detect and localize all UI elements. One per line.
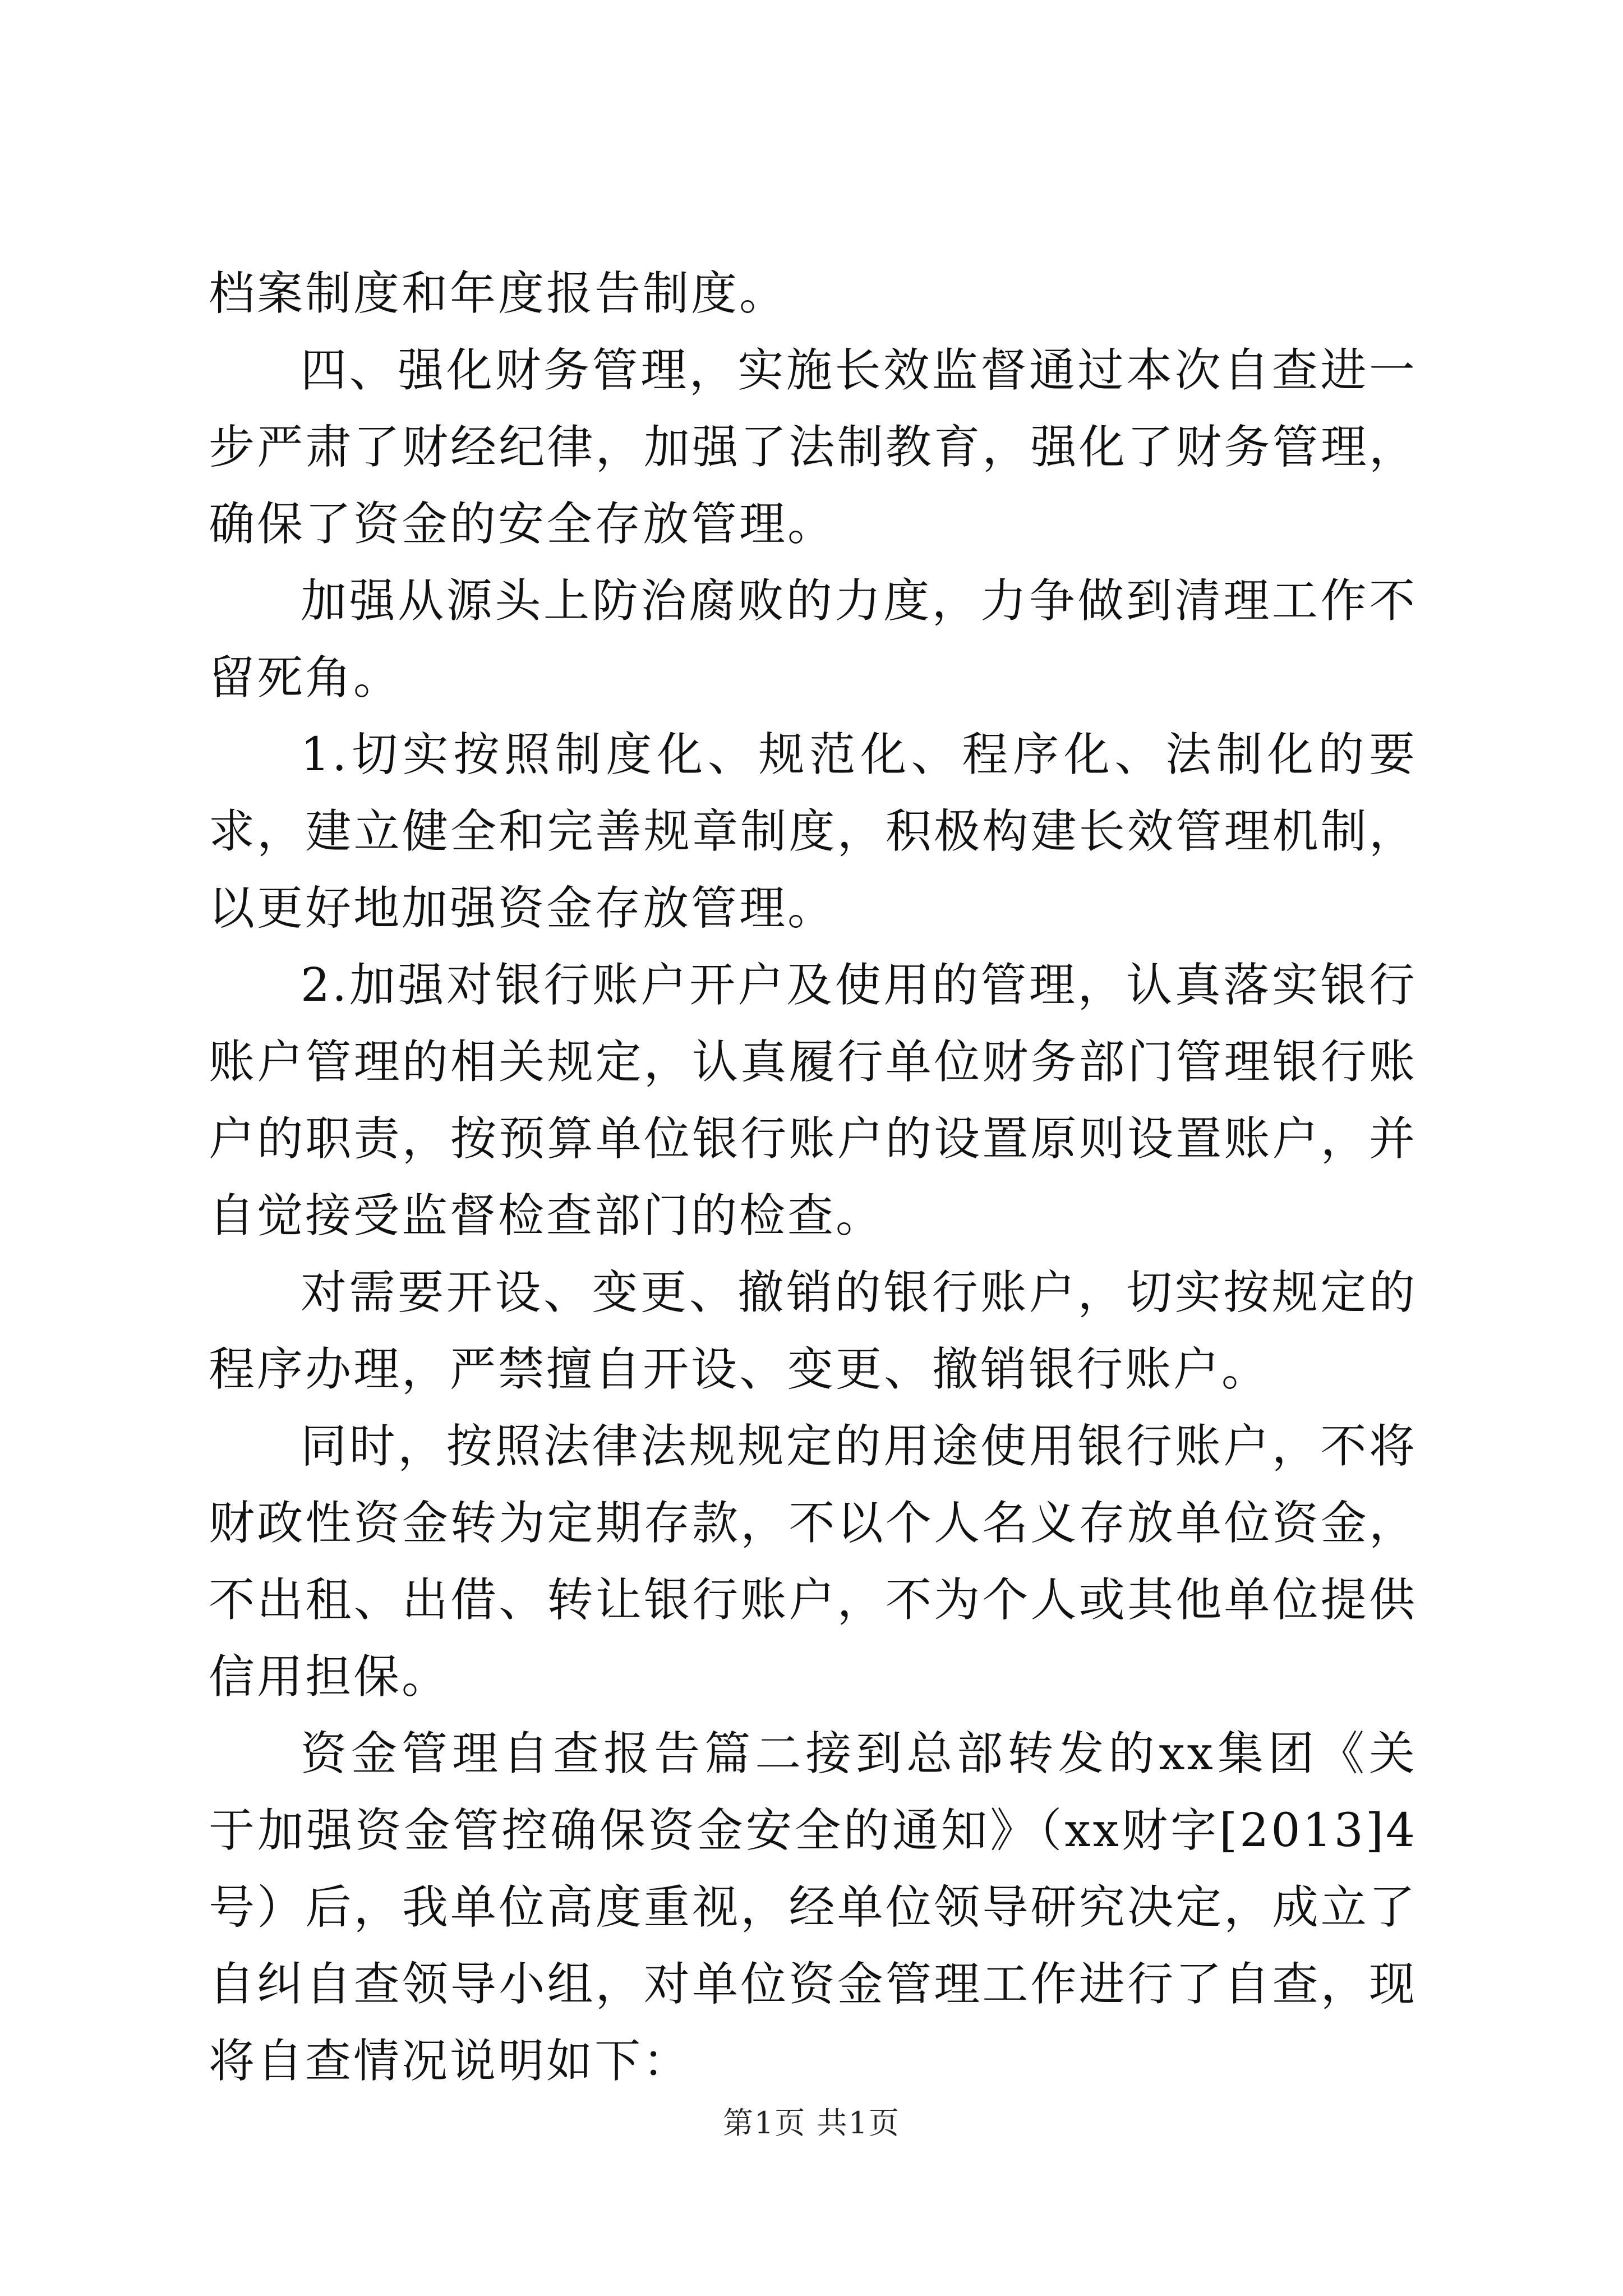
paragraph-3: 1.切实按照制度化、规范化、程序化、法制化的要求，建立健全和完善规章制度，积极构建长效管理机制，以更好地加强资金存放管理。 xyxy=(209,728,1417,935)
paragraph-6: 同时，按照法律法规规定的用途使用银行账户，不将财政性资金转为定期存款，不以个人名义存放单位资金，不出租、出借、转让银行账户，不为个人或其他单位提供信用担保。 xyxy=(209,1420,1417,1704)
paragraph-5: 对需要开设、变更、撤销的银行账户，切实按规定的程序办理，严禁擅自开设、变更、撤销银行账户。 xyxy=(209,1266,1417,1396)
paragraph-1: 四、强化财务管理，实施长效监督通过本次自查进一步严肃了财经纪律，加强了法制教育，强化了财务管理，确保了资金的安全存放管理。 xyxy=(209,344,1417,551)
document-body xyxy=(209,255,1417,2100)
paragraph-2: 加强从源头上防治腐败的力度，力争做到清理工作不留死角。 xyxy=(209,574,1417,705)
paragraph-4: 2.加强对银行账户开户及使用的管理，认真落实银行账户管理的相关规定，认真履行单位财务部门管理银行账户的职责，按预算单位银行账户的设置原则设置账户，并自觉接受监督检查部门的检查。 xyxy=(209,959,1417,1243)
paragraph-7: 资金管理自查报告篇二接到总部转发的xx集团《关于加强资金管控确保资金安全的通知》（xx财字[2013]4号）后，我单位高度重视，经单位领导研究决定，成立了自纠自查领导小组，对单位资金管理工作进行了自查，现将自查情况说明如下： xyxy=(209,1727,1417,2088)
paragraph-0: 档案制度和年度报告制度。 xyxy=(209,267,788,320)
page-footer: 第1页 共1页 xyxy=(723,2105,900,2141)
